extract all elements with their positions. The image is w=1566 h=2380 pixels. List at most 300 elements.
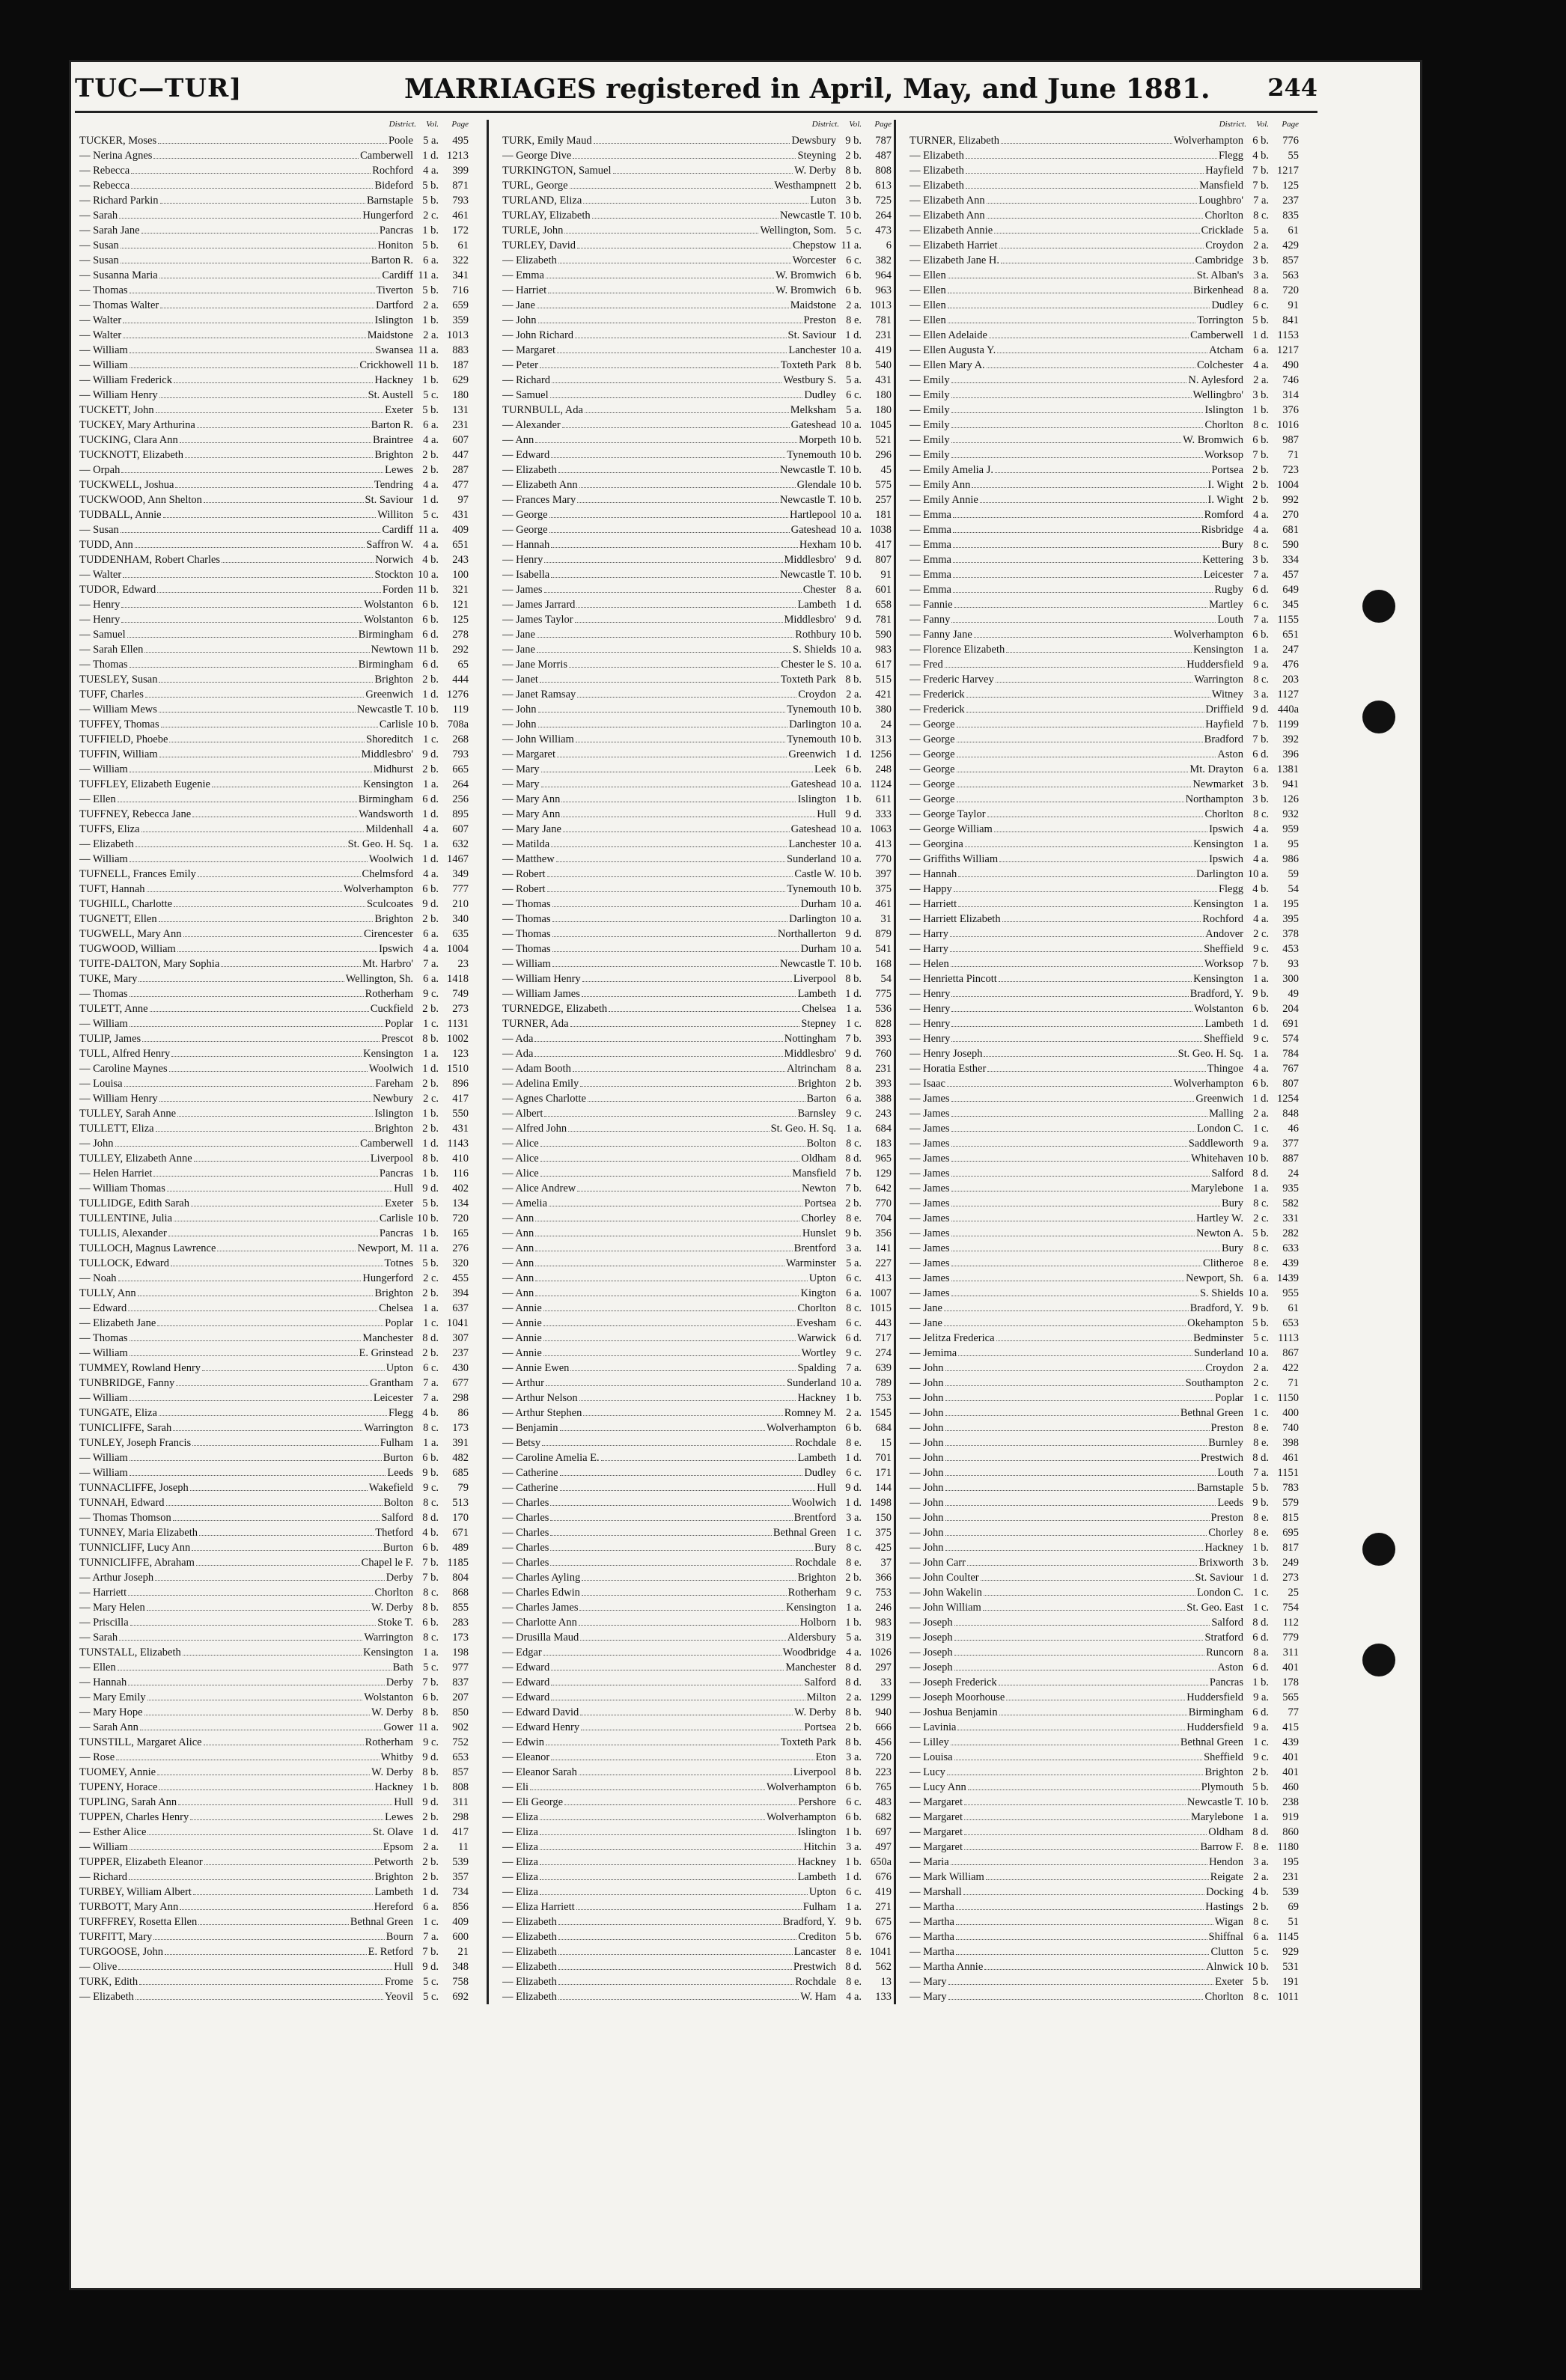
entry-district: Middlesbro'	[784, 554, 836, 566]
leader-dots	[204, 494, 364, 503]
entry-volume: 2 b.	[422, 1811, 439, 1823]
entry-page: 429	[1282, 239, 1299, 251]
entry-name: — Emma	[910, 539, 951, 551]
leader-dots	[560, 1422, 765, 1431]
entry-name: — Mary	[502, 763, 540, 775]
entry-district: Barton R.	[371, 254, 413, 266]
entry-page: 1299	[870, 1691, 892, 1703]
entry-page: 95	[1288, 838, 1299, 850]
entry-page: 141	[875, 1242, 892, 1254]
entry-district: Alnwick	[1206, 1961, 1243, 1973]
entry-name: — Harriet	[502, 284, 547, 296]
entry-volume: 8 c.	[423, 1587, 439, 1599]
entry-page: 125	[452, 614, 469, 626]
entry-volume: 4 a.	[1253, 509, 1269, 521]
entry-district: Cardiff	[382, 524, 413, 536]
entry-name: TURBEY, William Albert	[79, 1886, 192, 1898]
entry-volume: 10 b.	[417, 704, 439, 715]
register-entry	[502, 328, 892, 343]
leader-dots	[560, 1482, 816, 1491]
register-entry	[79, 1421, 469, 1435]
entry-name: — Charles	[502, 1557, 549, 1569]
register-entry	[502, 552, 892, 567]
entry-name: — Ellen Adelaide	[910, 329, 987, 341]
entry-volume: 5 c.	[1253, 1946, 1269, 1958]
entry-volume: 8 c.	[423, 1632, 439, 1644]
entry-volume: 10 a.	[840, 898, 862, 910]
entry-page: 91	[1288, 299, 1299, 311]
entry-page: 1002	[447, 1033, 469, 1045]
entry-volume: 3 a.	[1253, 269, 1269, 281]
entry-volume: 5 b.	[422, 1257, 439, 1269]
register-entry	[502, 852, 892, 867]
entry-page: 691	[1282, 1018, 1299, 1030]
entry-district: Islington	[374, 314, 413, 326]
leader-dots	[951, 1257, 1201, 1266]
register-entry	[502, 1750, 892, 1765]
entry-page: 489	[452, 1542, 469, 1554]
entry-page: 857	[452, 1766, 469, 1778]
entry-district: Portsea	[804, 1197, 836, 1209]
leader-dots	[161, 718, 378, 727]
entry-name: — James	[910, 1272, 950, 1284]
leader-dots	[159, 1781, 373, 1790]
register-entry	[502, 1316, 892, 1331]
entry-name: — Edward	[79, 1302, 127, 1314]
leader-dots	[123, 314, 373, 323]
entry-district: Brighton	[374, 449, 413, 461]
entry-page: 123	[452, 1048, 469, 1060]
register-entry	[910, 1735, 1299, 1750]
register-entry	[79, 1016, 469, 1031]
entry-page: 720	[1282, 284, 1299, 296]
entry-district: Clutton	[1210, 1946, 1243, 1958]
entry-page: 1151	[1277, 1467, 1299, 1479]
register-entry	[79, 1690, 469, 1705]
entry-district: Shoreditch	[366, 733, 413, 745]
entry-volume: 1 c.	[423, 1018, 439, 1030]
leader-dots	[951, 1108, 1208, 1117]
entry-name: — Ann	[502, 1272, 534, 1284]
entry-volume: 6 a.	[1253, 1931, 1269, 1943]
entry-page: 1013	[447, 329, 469, 341]
leader-dots	[570, 1362, 796, 1371]
leader-dots	[964, 1796, 1186, 1805]
entry-district: St. Saviour	[365, 494, 413, 506]
entry-volume: 8 e.	[1253, 1841, 1269, 1853]
entry-volume: 8 b.	[422, 1153, 439, 1165]
entry-name: — Janet	[502, 674, 538, 686]
leader-dots	[583, 1407, 782, 1416]
register-entry	[79, 582, 469, 597]
entry-district: E. Grinstead	[359, 1347, 413, 1359]
entry-page: 397	[875, 868, 892, 880]
register-entry	[910, 1016, 1299, 1031]
entry-district: Hull	[817, 808, 836, 820]
entry-page: 356	[875, 1227, 892, 1239]
entry-page: 1131	[447, 1018, 469, 1030]
entry-name: — Ellen Augusta Y.	[910, 344, 996, 356]
register-entry	[79, 956, 469, 971]
leader-dots	[155, 1572, 385, 1581]
entry-page: 417	[452, 1093, 469, 1105]
entry-volume: 2 b.	[422, 1871, 439, 1883]
entry-name: — Charlotte Ann	[502, 1617, 577, 1629]
register-entry	[79, 567, 469, 582]
entry-name: — James	[910, 1257, 950, 1269]
register-entry	[79, 1555, 469, 1570]
entry-volume: 2 b.	[422, 1856, 439, 1868]
entry-name: — Emily	[910, 449, 950, 461]
entry-district: London C.	[1196, 1123, 1243, 1135]
leader-dots	[544, 554, 782, 563]
entry-page: 237	[1282, 195, 1299, 207]
register-entry	[79, 1810, 469, 1825]
entry-name: — Lucy	[910, 1766, 945, 1778]
entry-volume: 3 b.	[1252, 1557, 1269, 1569]
entry-district: Portsea	[804, 1721, 836, 1733]
leader-dots	[951, 1212, 1195, 1221]
entry-volume: 4 b.	[1252, 150, 1269, 162]
entry-volume: 7 b.	[422, 1572, 439, 1584]
entry-volume: 6 b.	[422, 1542, 439, 1554]
entry-district: Preston	[803, 314, 836, 326]
entry-page: 393	[875, 1033, 892, 1045]
entry-page: 637	[452, 1302, 469, 1314]
entry-name: — James Taylor	[502, 614, 573, 626]
entry-volume: 9 c.	[423, 1736, 439, 1748]
entry-district: Totnes	[384, 1257, 413, 1269]
register-entry	[79, 627, 469, 642]
entry-district: Sheffield	[1204, 1033, 1243, 1045]
register-entry	[79, 687, 469, 702]
entry-name: — George	[910, 763, 955, 775]
leader-dots	[180, 1901, 372, 1910]
entry-district: Burton	[383, 1542, 413, 1554]
leader-dots	[981, 1572, 1194, 1581]
register-entry	[502, 1211, 892, 1226]
entry-volume: 6 c.	[423, 1362, 439, 1374]
entry-name: — Emma	[910, 584, 951, 596]
register-entry	[502, 1929, 892, 1944]
entry-page: 322	[452, 254, 469, 266]
entry-volume: 10 b.	[417, 718, 439, 730]
leader-dots	[534, 1033, 782, 1042]
entry-district: Chorlton	[1204, 210, 1243, 222]
entry-district: St. Alban's	[1196, 269, 1243, 281]
entry-district: Carlisle	[379, 1212, 413, 1224]
entry-name: — Emily Amelia J.	[910, 464, 993, 476]
register-entry	[910, 1795, 1299, 1810]
entry-name: — Elizabeth	[910, 180, 964, 192]
entry-district: Thingoe	[1207, 1063, 1243, 1075]
register-entry	[502, 1480, 892, 1495]
entry-page: 1045	[870, 419, 892, 431]
register-entry	[910, 1151, 1299, 1166]
entry-district: Newcastle T.	[779, 210, 836, 222]
register-entry	[502, 1465, 892, 1480]
leader-dots	[958, 1347, 1192, 1356]
leader-dots	[546, 1377, 785, 1386]
entry-name: — Emma	[910, 509, 951, 521]
entry-page: 15	[880, 1437, 892, 1449]
entry-page: 1180	[1277, 1841, 1299, 1853]
leader-dots	[951, 1287, 1198, 1296]
leader-dots	[1001, 135, 1172, 144]
entry-volume: 7 b.	[422, 1557, 439, 1569]
entry-name: — Hannah	[910, 868, 957, 880]
leader-dots	[557, 344, 787, 353]
entry-volume: 6 b.	[422, 883, 439, 895]
register-entry	[79, 1181, 469, 1196]
leader-dots	[945, 1527, 1207, 1536]
entry-volume: 6 c.	[1253, 299, 1269, 311]
entry-volume: 6 d.	[422, 793, 439, 805]
register-entry	[502, 882, 892, 897]
register-entry	[502, 1675, 892, 1690]
entry-name: — John	[910, 1422, 944, 1434]
entry-name: TUPPER, Elizabeth Eleanor	[79, 1856, 203, 1868]
register-entry	[502, 1495, 892, 1510]
entry-volume: 9 d.	[422, 1183, 439, 1194]
entry-page: 256	[452, 793, 469, 805]
entry-volume: 4 a.	[846, 1647, 862, 1659]
entry-volume: 8 c.	[1253, 1916, 1269, 1928]
entry-volume: 1 c.	[423, 1317, 439, 1329]
entry-page: 287	[452, 464, 469, 476]
leader-dots	[948, 269, 1195, 278]
entry-name: — Thomas	[502, 943, 551, 955]
leader-dots	[551, 569, 779, 578]
entry-page: 1041	[870, 1946, 892, 1958]
leader-dots	[174, 898, 365, 907]
entry-volume: 2 a.	[423, 329, 439, 341]
entry-name: — Georgina	[910, 838, 963, 850]
entry-district: Newcastle T.	[356, 704, 413, 715]
entry-volume: 5 b.	[422, 284, 439, 296]
entry-name: — Fanny Jane	[910, 629, 972, 641]
entry-district: Birmingham	[358, 659, 413, 671]
entry-volume: 8 c.	[423, 1422, 439, 1434]
entry-name: — Thomas	[502, 913, 551, 925]
entry-volume: 1 d.	[422, 808, 439, 820]
entry-name: — Henry	[502, 554, 543, 566]
leader-dots	[147, 883, 342, 892]
register-entry	[502, 1091, 892, 1106]
entry-volume: 9 c.	[423, 988, 439, 1000]
entry-district: Toxteth Park	[780, 359, 836, 371]
leader-dots	[158, 135, 387, 144]
entry-name: TURK, Edith	[79, 1976, 138, 1988]
register-entry	[502, 343, 892, 358]
register-entry	[79, 777, 469, 792]
entry-district: Leicester	[1203, 569, 1243, 581]
entry-page: 198	[452, 1647, 469, 1659]
entry-volume: 5 b.	[422, 195, 439, 207]
entry-district: Tynemouth	[787, 449, 836, 461]
register-entry	[79, 238, 469, 253]
register-entry	[79, 1450, 469, 1465]
entry-district: Warrington	[364, 1422, 413, 1434]
entry-name: — Frederick	[910, 704, 965, 715]
entry-page: 629	[452, 374, 469, 386]
leader-dots	[579, 1602, 784, 1611]
entry-volume: 8 e.	[846, 1976, 862, 1988]
leader-dots	[950, 928, 1204, 937]
register-entry	[79, 1525, 469, 1540]
leader-dots	[173, 1422, 362, 1431]
leader-dots	[954, 1632, 1204, 1641]
entry-name: — William	[79, 1347, 128, 1359]
register-entry	[79, 433, 469, 448]
entry-page: 793	[452, 195, 469, 207]
entry-name: TUCKNOTT, Elizabeth	[79, 449, 184, 461]
entry-volume: 1 b.	[845, 1826, 862, 1838]
entry-page: 419	[875, 1886, 892, 1898]
entry-name: — Mary	[910, 1976, 947, 1988]
entry-page: 653	[452, 1751, 469, 1763]
entry-volume: 9 b.	[845, 1227, 862, 1239]
entry-page: 191	[1282, 1976, 1299, 1988]
entry-page: 170	[452, 1512, 469, 1524]
leader-dots	[549, 524, 790, 533]
leader-dots	[945, 1422, 1210, 1431]
entry-page: 767	[1282, 1063, 1299, 1075]
entry-name: — Ann	[502, 1257, 534, 1269]
entry-name: — Betsy	[502, 1437, 541, 1449]
leader-dots	[541, 778, 790, 787]
register-entry	[910, 358, 1299, 373]
entry-district: Lanchester	[788, 344, 836, 356]
entry-page: 313	[875, 733, 892, 745]
entry-name: — Margaret	[910, 1841, 963, 1853]
entry-page: 419	[875, 344, 892, 356]
leader-dots	[958, 898, 1192, 907]
register-entry	[502, 1900, 892, 1914]
entry-district: Warwick	[797, 1332, 836, 1344]
entry-district: Mansfield	[792, 1168, 836, 1180]
leader-dots	[558, 1946, 793, 1955]
leader-dots	[540, 1811, 765, 1820]
entry-district: Poplar	[385, 1018, 413, 1030]
leader-dots	[579, 1392, 796, 1401]
entry-district: Bradford, Y.	[782, 1916, 836, 1928]
register-entry	[502, 1031, 892, 1046]
entry-district: Woolwich	[368, 1063, 413, 1075]
leader-dots	[965, 838, 1192, 847]
entry-district: Westbury S.	[783, 374, 836, 386]
register-entry	[910, 1136, 1299, 1151]
entry-volume: 8 c.	[1253, 1197, 1269, 1209]
entry-volume: 10 a.	[1247, 1347, 1269, 1359]
entry-volume: 8 d.	[422, 1332, 439, 1344]
entry-name: — Frederick	[910, 689, 965, 701]
leader-dots	[576, 1901, 802, 1910]
entry-volume: 9 c.	[846, 1587, 862, 1599]
entry-page: 607	[452, 823, 469, 835]
entry-page: 24	[880, 718, 892, 730]
entry-district: Salford	[1211, 1617, 1243, 1629]
entry-name: — James	[910, 1212, 950, 1224]
entry-page: 1113	[1278, 1332, 1299, 1344]
entry-volume: 10 b.	[840, 539, 862, 551]
leader-dots	[957, 733, 1203, 742]
entry-volume: 1 b.	[422, 1108, 439, 1120]
entry-page: 59	[1288, 868, 1299, 880]
entry-page: 701	[875, 1452, 892, 1464]
register-entry	[502, 522, 892, 537]
leader-dots	[999, 239, 1204, 248]
entry-name: — Eliza	[502, 1871, 538, 1883]
leader-dots	[1006, 1691, 1185, 1700]
entry-name: TUNGATE, Eliza	[79, 1407, 157, 1419]
register-entry	[502, 1361, 892, 1376]
leader-dots	[121, 599, 362, 608]
entry-district: Lambeth	[797, 599, 836, 611]
register-entry	[910, 956, 1299, 971]
entry-district: W. Derby	[794, 165, 836, 177]
entry-volume: 2 b.	[845, 150, 862, 162]
register-entry	[502, 747, 892, 762]
entry-page: 1004	[447, 943, 469, 955]
entry-volume: 9 d.	[422, 1796, 439, 1808]
leader-dots	[999, 1706, 1187, 1715]
register-entry	[79, 463, 469, 477]
entry-page: 1127	[1277, 689, 1299, 701]
entry-volume: 8 b.	[845, 1736, 862, 1748]
leader-dots	[160, 195, 365, 204]
entry-volume: 4 a.	[1253, 524, 1269, 536]
entry-page: 665	[452, 763, 469, 775]
entry-district: Bury	[1222, 539, 1243, 551]
leader-dots	[540, 1138, 805, 1147]
entry-page: 860	[1282, 1826, 1299, 1838]
entry-volume: 2 a.	[423, 299, 439, 311]
entry-page: 401	[1282, 1766, 1299, 1778]
entry-page: 210	[452, 898, 469, 910]
entry-volume: 11 a.	[418, 1721, 439, 1733]
register-entry	[79, 1091, 469, 1106]
entry-volume: 3 a.	[1253, 1856, 1269, 1868]
entry-page: 276	[452, 1242, 469, 1254]
register-entry	[910, 433, 1299, 448]
register-entry	[910, 328, 1299, 343]
entry-name: — William	[79, 1392, 128, 1404]
entry-name: — John	[910, 1392, 944, 1404]
entry-name: TURLAY, Elizabeth	[502, 210, 591, 222]
entry-volume: 8 a.	[1253, 284, 1269, 296]
entry-volume: 5 c.	[423, 509, 439, 521]
entry-name: — John	[910, 1512, 944, 1524]
leader-dots	[130, 344, 374, 353]
entry-name: — Orpah	[79, 464, 121, 476]
register-entry	[910, 1241, 1299, 1256]
register-entry	[79, 1570, 469, 1585]
entry-volume: 9 d.	[422, 898, 439, 910]
entry-name: — Henry	[910, 1033, 951, 1045]
register-entry	[79, 283, 469, 298]
entry-district: Wolstanton	[1194, 1003, 1243, 1015]
register-entry	[910, 1825, 1299, 1840]
entry-name: — William	[79, 763, 128, 775]
entry-district: Melksham	[790, 404, 836, 416]
entry-volume: 7 a.	[1253, 195, 1269, 207]
entry-district: Woolwich	[368, 853, 413, 865]
entry-district: Saddleworth	[1188, 1138, 1243, 1150]
register-entry	[502, 1765, 892, 1780]
entry-name: — Lucy Ann	[910, 1781, 966, 1793]
entry-district: Prescot	[381, 1033, 413, 1045]
